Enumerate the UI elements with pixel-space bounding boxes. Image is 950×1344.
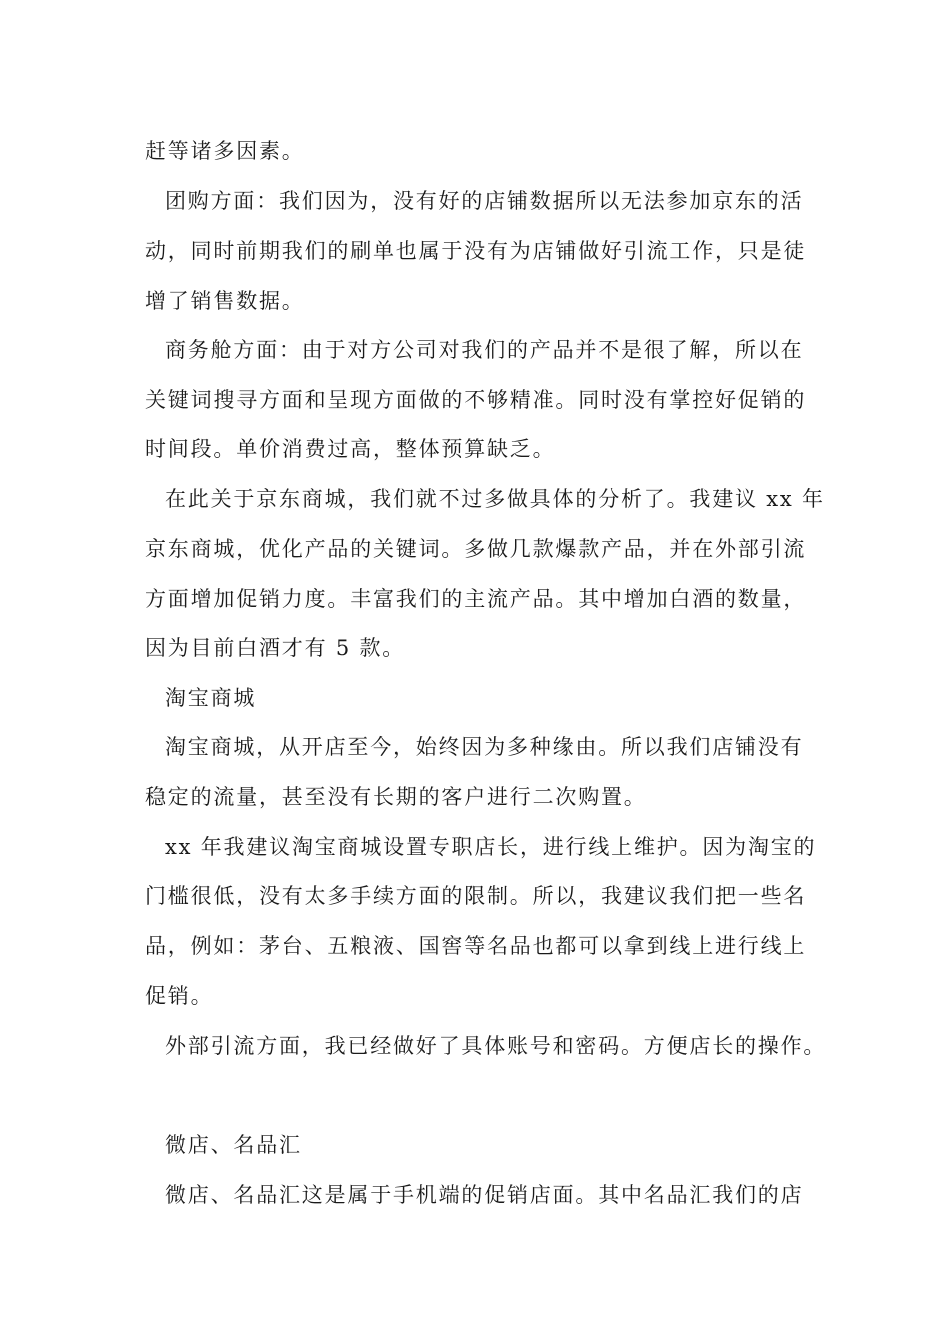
text-line: 方面增加促销力度。丰富我们的主流产品。其中增加白酒的数量， [145,587,807,611]
text-line: 时间段。单价消费过高，整体预算缺乏。 [145,437,556,461]
text-line: 增了销售数据。 [145,289,305,313]
text-line: 赶等诸多因素。 [145,139,305,163]
text-line: 品，例如：茅台、五粮液、国窖等名品也都可以拿到线上进行线上 [145,934,807,958]
text-line: 促销。 [145,984,214,1008]
text-line: 稳定的流量，甚至没有长期的客户进行二次购置。 [145,785,647,809]
text-line: 因为目前白酒才有 5 款。 [145,636,406,660]
paragraph-jd-suggestion: 在此关于京东商城，我们就不过多做具体的分析了。我建议 xx 年 [165,487,825,511]
section-heading-weidian: 微店、名品汇 [165,1133,302,1157]
paragraph-taobao-status: 淘宝商城，从开店至今，始终因为多种缘由。所以我们店铺没有 [165,735,804,759]
paragraph-business-class: 商务舱方面：由于对方公司对我们的产品并不是很了解，所以在 [165,338,804,362]
paragraph-group-buy: 团购方面：我们因为，没有好的店铺数据所以无法参加京东的活 [165,189,804,213]
paragraph-external-traffic: 外部引流方面，我已经做好了具体账号和密码。方便店长的操作。 [165,1034,827,1058]
text-line: 关键词搜寻方面和呈现方面做的不够精准。同时没有掌控好促销的 [145,388,807,412]
paragraph-taobao-suggestion: xx 年我建议淘宝商城设置专职店长，进行线上维护。因为淘宝的 [165,835,817,859]
text-line: 门槛很低，没有太多手续方面的限制。所以，我建议我们把一些名 [145,884,807,908]
text-line: 京东商城，优化产品的关键词。多做几款爆款产品，并在外部引流 [145,537,807,561]
paragraph-weidian: 微店、名品汇这是属于手机端的促销店面。其中名品汇我们的店 [165,1183,804,1207]
section-heading-taobao: 淘宝商城 [165,686,257,710]
text-line: 动，同时前期我们的刷单也属于没有为店铺做好引流工作，只是徒 [145,239,807,263]
